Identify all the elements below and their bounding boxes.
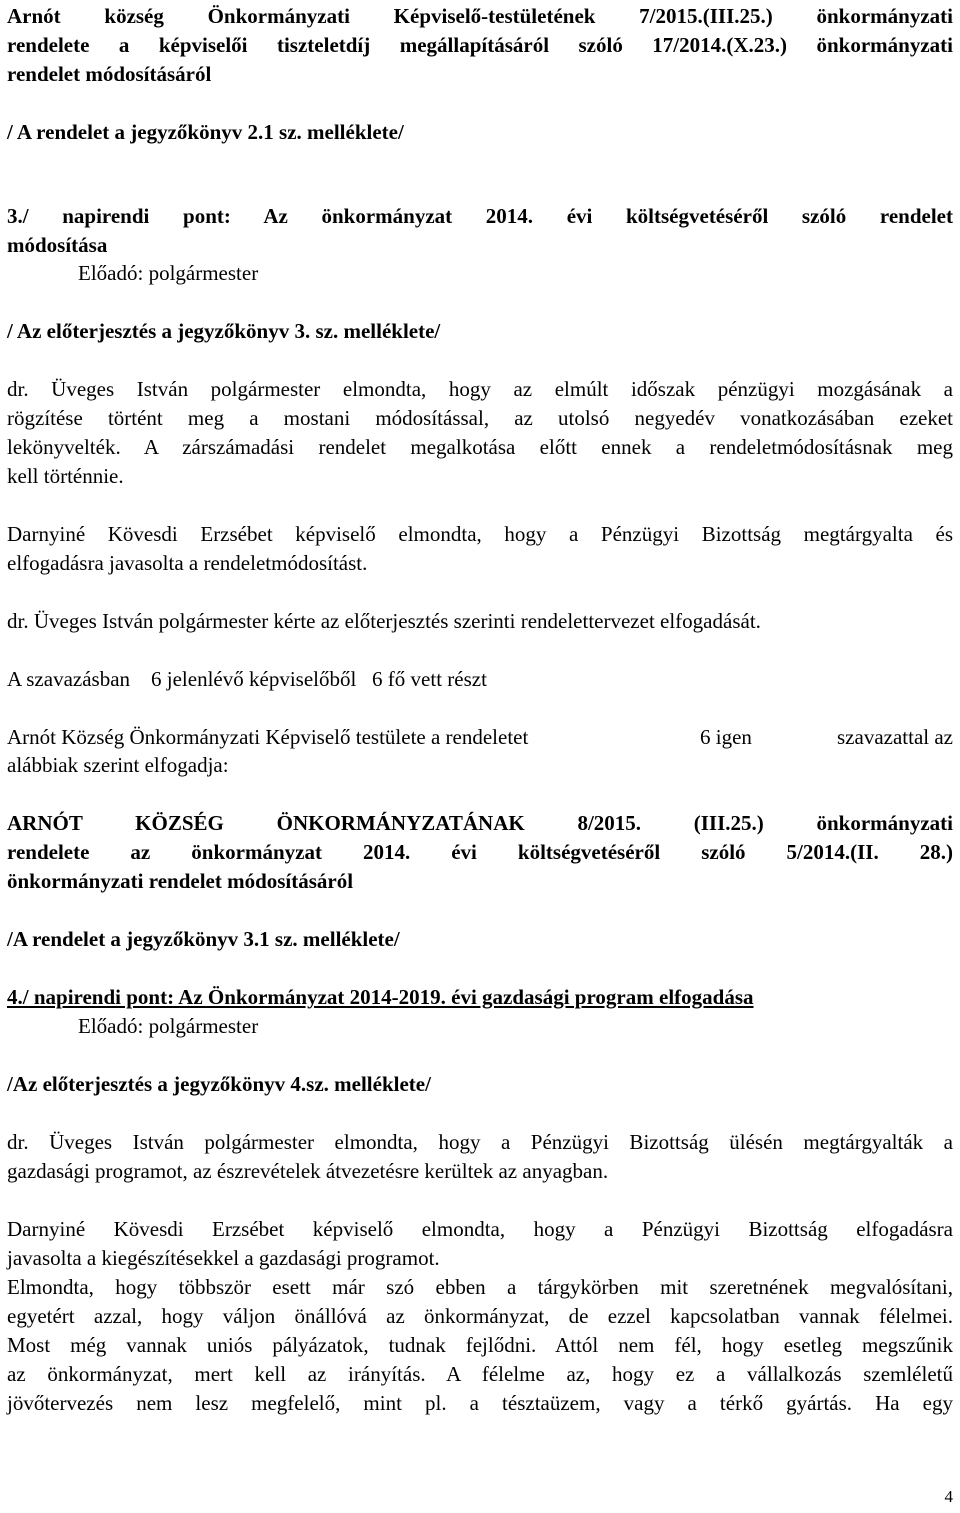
decree-reference: /A rendelet a jegyzőkönyv 3.1 sz. melléklete/ [7,927,400,951]
presenter: Előadó: polgármester [78,261,259,285]
paragraph-line: Most még vannak uniós pályázatok, tudnak fejlődni. Attól nem fél, hogy esetleg megszűnik [7,1333,953,1357]
decision-line: alábbiak szerint elfogadja: [7,753,229,777]
agenda-item-title [7,984,953,1010]
presenter: Előadó: polgármester [78,1014,259,1038]
paragraph-line: jövőtervezés nem lesz megfelelő, mint pl. a tésztaüzem, vagy a térkő gyártás. Ha egy [7,1391,953,1415]
agenda-item-title-text: 4./ napirendi pont: Az Önkormányzat 2014-2019. évi gazdasági program elfogadása [7,985,754,1009]
paragraph-line: Darnyiné Kövesdi Erzsébet képviselő elmondta, hogy a Pénzügyi Bizottság megtárgyalta és [7,522,953,546]
paragraph-line: Elmondta, hogy többször esett már szó ebben a tárgykörben mit szeretnének megvalósítani, [7,1275,953,1299]
decision-tail: szavazattal az [837,725,953,749]
heading-line: Arnót község Önkormányzati Képviselő-testületének 7/2015.(III.25.) önkormányzati [7,4,953,28]
paragraph-line: gazdasági programot, az észrevételek átvezetésre kerültek az anyagban. [7,1159,609,1183]
paragraph-line: lekönyvelték. A zárszámadási rendelet megalkotása előtt ennek a rendeletmódosításnak meg [7,435,953,459]
agenda-item-title: módosítása [7,233,108,257]
decree-title-line: rendelete az önkormányzat 2014. évi költségvetéséről szóló 5/2014.(II. 28.) [7,840,953,864]
paragraph-line: dr. Üveges István polgármester elmondta, hogy az elmúlt időszak pénzügyi mozgásának a [7,377,953,401]
decree-title-line: önkormányzati rendelet módosításáról [7,869,354,893]
proposal-reference: / Az előterjesztés a jegyzőkönyv 3. sz. melléklete/ [7,319,441,343]
page-number: 4 [944,1487,953,1506]
proposal-reference: /Az előterjesztés a jegyzőkönyv 4.sz. melléklete/ [7,1072,431,1096]
vote-summary: A szavazásban 6 jelenlévő képviselőből 6 fő vett részt [7,667,487,691]
paragraph-line: rögzítése történt meg a mostani módosítással, az utolsó negyedév vonatkozásában ezeket [7,406,953,430]
heading-line: rendelete a képviselői tiszteletdíj megállapításáról szóló 17/2014.(X.23.) önkormányzati [7,33,953,57]
decree-title-line: ARNÓT KÖZSÉG ÖNKORMÁNYZATÁNAK 8/2015. (III.25.) önkormányzati [7,811,953,835]
agenda-item-title: 3./ napirendi pont: Az önkormányzat 2014. évi költségvetéséről szóló rendelet [7,204,953,228]
paragraph-line: dr. Üveges István polgármester kérte az előterjesztés szerinti rendelettervezet elfogadását. [7,609,761,633]
annex-reference: / A rendelet a jegyzőkönyv 2.1 sz. melléklete/ [7,120,404,144]
paragraph-line: Darnyiné Kövesdi Erzsébet képviselő elmondta, hogy a Pénzügyi Bizottság elfogadásra [7,1217,953,1241]
paragraph-line: az önkormányzat, mert kell az irányítás. A félelme az, hogy ez a vállalkozás szemléletű [7,1362,953,1386]
decision-votes: 6 igen [700,725,752,749]
decision-body: Arnót Község Önkormányzati Képviselő testülete a rendeletet [7,725,529,749]
paragraph-line: elfogadásra javasolta a rendeletmódosítást. [7,551,368,575]
heading-line: rendelet módosításáról [7,62,212,86]
paragraph-line: kell történnie. [7,464,124,488]
paragraph-line: egyetért azzal, hogy váljon önállóvá az önkormányzat, de ezzel kapcsolatban vannak félelmei. [7,1304,953,1328]
paragraph-line: dr. Üveges István polgármester elmondta, hogy a Pénzügyi Bizottság ülésén megtárgyalták a [7,1130,953,1154]
paragraph-line: javasolta a kiegészítésekkel a gazdasági programot. [7,1246,440,1270]
